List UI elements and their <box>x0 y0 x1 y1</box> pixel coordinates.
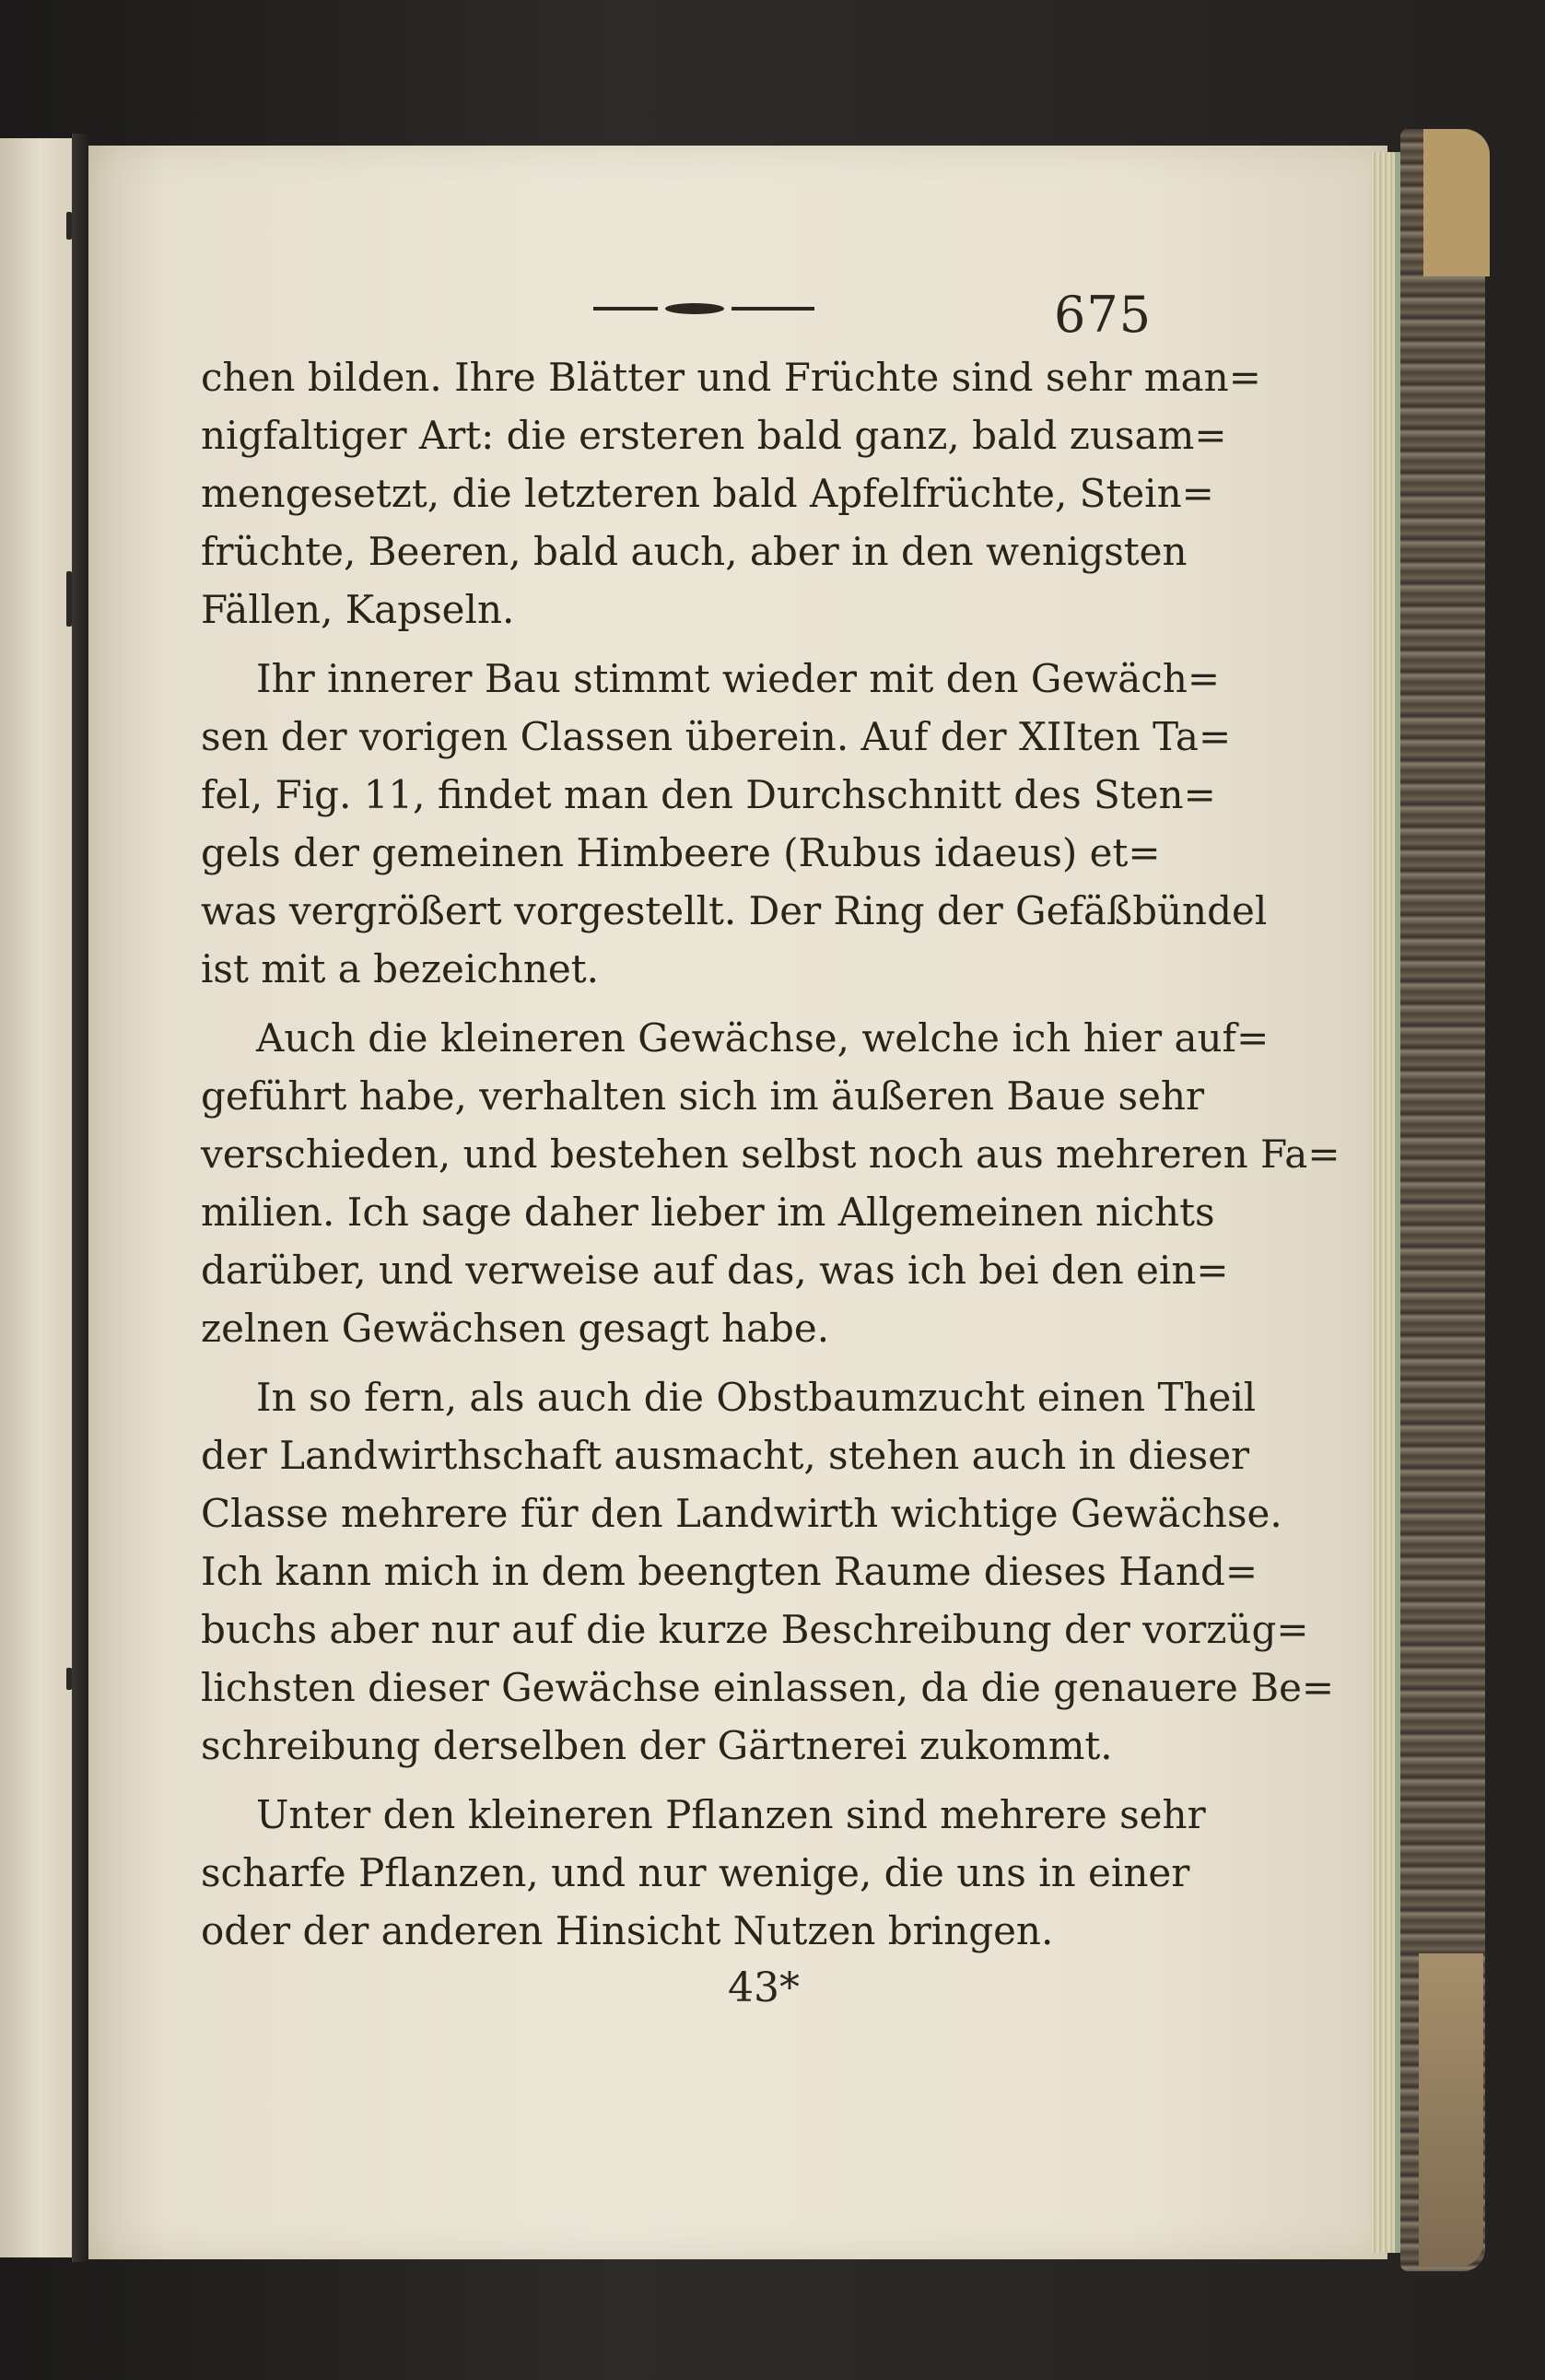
text-line: schreibung derselben der Gärtnerei zukommt. <box>201 1723 1113 1768</box>
paragraph <box>201 1368 1335 1775</box>
text-line: Unter den kleineren Pflanzen sind mehrere sehr <box>256 1792 1206 1837</box>
left-page-edge <box>0 138 75 2257</box>
text-line: fel, Fig. 11, findet man den Durchschnitt des Sten= <box>201 772 1216 817</box>
cover-corner-top <box>1423 129 1490 276</box>
text-line: In so fern, als auch die Obstbaumzucht einen Theil <box>256 1375 1257 1420</box>
paragraph <box>201 1786 1206 1960</box>
book-gutter <box>72 134 90 2262</box>
text-line: mengesetzt, die letzteren bald Apfelfrüchte, Stein= <box>201 471 1214 516</box>
paragraph <box>201 348 1261 639</box>
text-line: nigfaltiger Art: die ersteren bald ganz, bald zusam= <box>201 413 1227 458</box>
paragraph-gap <box>201 1357 1141 1368</box>
text-line: der Landwirthschaft ausmacht, stehen auch in dieser <box>201 1433 1250 1478</box>
text-line: ist mit a bezeichnet. <box>201 946 599 991</box>
text-line: Auch die kleineren Gewächse, welche ich hier auf= <box>256 1015 1270 1061</box>
text-line: Fällen, Kapseln. <box>201 587 515 632</box>
text-line: gels der gemeinen Himbeere (Rubus idaeus) et= <box>201 830 1161 875</box>
text-line: darüber, und verweise auf das, was ich bei den ein= <box>201 1248 1229 1293</box>
text-line: Ich kann mich in dem beengten Raume dieses Hand= <box>201 1549 1258 1594</box>
cover-corner-bottom <box>1419 1953 1483 2267</box>
text-line: geführt habe, verhalten sich im äußeren Baue sehr <box>201 1073 1205 1119</box>
text-line: was vergrößert vorgestellt. Der Ring der Gefäßbündel <box>201 888 1268 933</box>
paragraph-gap <box>201 639 1141 650</box>
text-line: oder der anderen Hinsicht Nutzen bringen. <box>201 1908 1054 1953</box>
page-number: 675 <box>1054 286 1153 344</box>
text-line: buchs aber nur auf die kurze Beschreibung der vorzüg= <box>201 1607 1309 1652</box>
paragraph <box>201 1009 1340 1357</box>
page-header <box>88 276 1387 350</box>
paragraph <box>201 650 1268 998</box>
text-line: lichsten dieser Gewächse einlassen, da die genauere Be= <box>201 1665 1335 1710</box>
text-line: milien. Ich sage daher lieber im Allgemeinen nichts <box>201 1190 1215 1235</box>
text-line: chen bilden. Ihre Blätter und Früchte sind sehr man= <box>201 355 1261 400</box>
text-line: Ihr innerer Bau stimmt wieder mit den Gewäch= <box>256 656 1221 701</box>
signature-mark: 43* <box>728 1964 800 2011</box>
page-body <box>201 348 1340 1960</box>
header-ornament <box>593 302 814 315</box>
text-line: verschieden, und bestehen selbst noch aus mehreren Fa= <box>201 1131 1340 1177</box>
page-edges <box>1371 152 1402 2253</box>
text-line: sen der vorigen Classen überein. Auf der XIIten Ta= <box>201 714 1232 759</box>
paragraph-gap <box>201 998 1141 1009</box>
paragraph-gap <box>201 1775 1141 1786</box>
text-line: scharfe Pflanzen, und nur wenige, die uns in einer <box>201 1850 1190 1895</box>
book-cover <box>1400 129 1485 2271</box>
text-line: früchte, Beeren, bald auch, aber in den wenigsten <box>201 529 1188 574</box>
text-line: Classe mehrere für den Landwirth wichtige Gewächse. <box>201 1491 1282 1536</box>
text-line: zelnen Gewächsen gesagt habe. <box>201 1306 830 1351</box>
